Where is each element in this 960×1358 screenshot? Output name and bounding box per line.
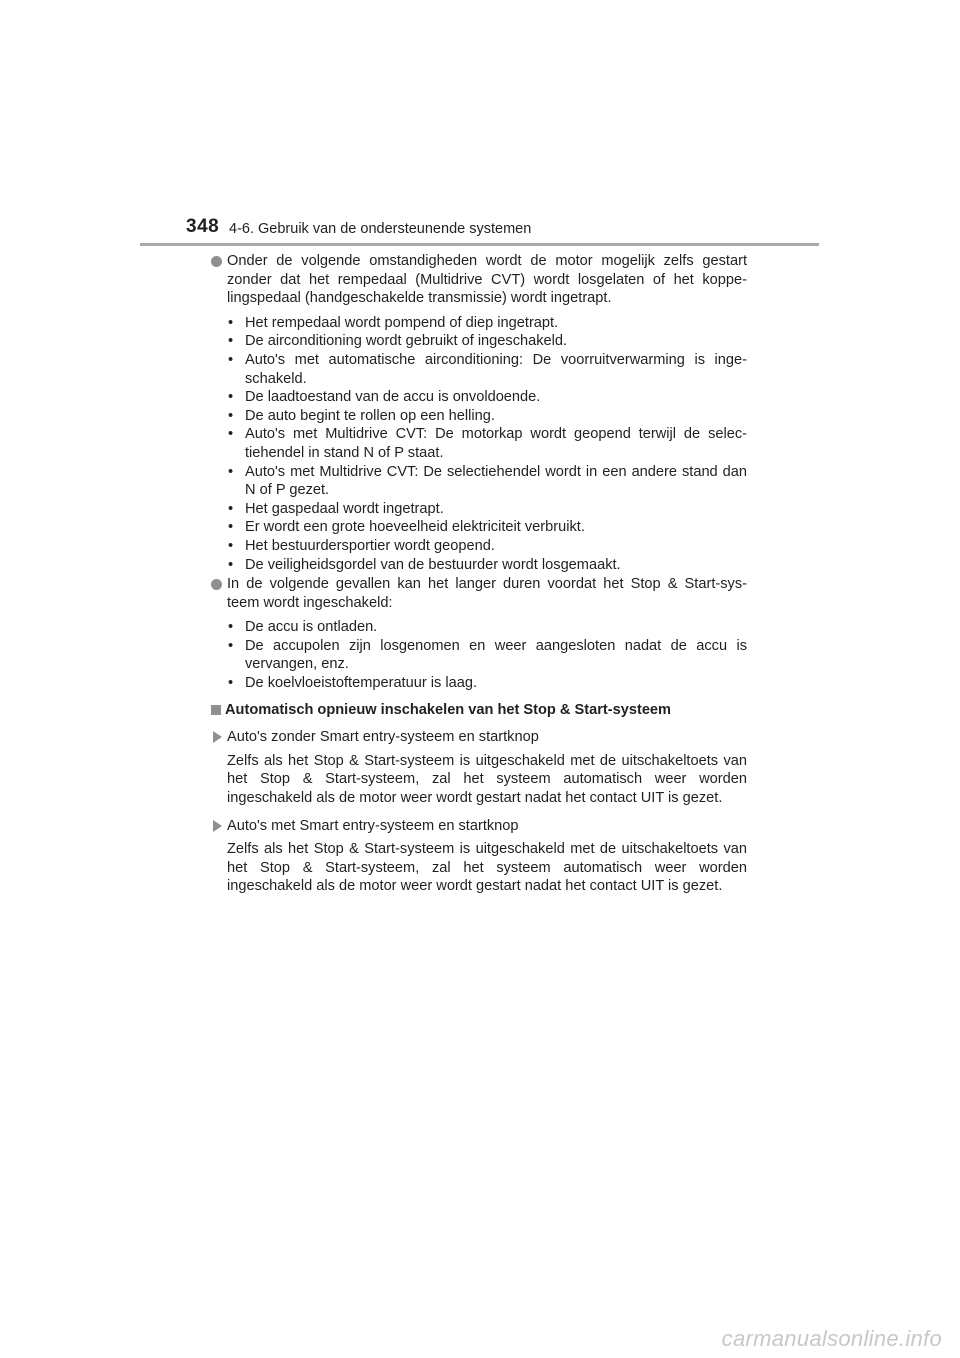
bullet-dot-icon: • — [228, 314, 234, 331]
triangle-bullet-icon — [213, 731, 222, 743]
paragraph-delayed-activation — [211, 575, 747, 612]
circle-bullet-icon — [211, 256, 222, 267]
list-item: • Auto's met Multidrive CVT: De selectiehendel wordt in een andere stand dan N of P gezet. — [228, 463, 747, 499]
list-item: • De laadtoestand van de accu is onvoldoende. — [228, 389, 541, 406]
paragraph-text: Onder de volgende omstandigheden wordt de motor mogelijk zelfs gestart zonder dat het rempedaal (Multidrive CVT) wordt losgelaten of het koppe- lingspedaal (handgeschakelde transmissie) wordt ingetrapt. — [227, 253, 747, 307]
condition-list — [211, 314, 747, 574]
delay-list — [211, 618, 747, 692]
bullet-dot-icon: • — [228, 537, 234, 554]
triangle-bullet-icon — [213, 820, 222, 832]
bullet-dot-icon: • — [228, 500, 234, 517]
bullet-dot-icon: • — [228, 637, 234, 654]
bullet-dot-icon: • — [228, 619, 234, 636]
list-item: • De veiligheidsgordel van de bestuurder wordt losgemaakt. — [228, 556, 621, 573]
subsection-title-without-smart-entry: Auto's zonder Smart entry-systeem en startknop — [211, 728, 747, 747]
bullet-dot-icon: • — [228, 426, 234, 443]
bullet-dot-icon: • — [228, 463, 234, 480]
list-item: • De koelvloeistoftemperatuur is laag. — [228, 675, 477, 692]
subsection-text-with-smart-entry: Zelfs als het Stop & Start-systeem is uitgeschakeld met de uitschakeltoets van het Stop & Start-systeem, zal het systeem automatisch weer worden ingeschakeld als de motor weer wordt gestart nadat het contact UIT is gezet. — [227, 841, 747, 895]
bullet-dot-icon: • — [228, 407, 234, 424]
list-item: • De accu is ontladen. — [228, 619, 378, 636]
section-title: 4-6. Gebruik van de ondersteunende systemen — [229, 221, 532, 237]
watermark: carmanualsonline.info — [721, 1326, 942, 1351]
bullet-dot-icon: • — [228, 351, 234, 368]
header-divider — [140, 243, 819, 246]
list-item: • Er wordt een grote hoeveelheid elektriciteit verbruikt. — [228, 519, 585, 536]
section-heading: Automatisch opnieuw inschakelen van het Stop & Start-systeem — [211, 701, 747, 720]
list-item: • Het bestuurdersportier wordt geopend. — [228, 537, 495, 554]
list-item: • Auto's met Multidrive CVT: De motorkap wordt geopend terwijl de selec- tiehendel in stand N of P staat. — [228, 426, 747, 461]
list-item: • De airconditioning wordt gebruikt of ingeschakeld. — [228, 333, 568, 350]
list-item: • Het rempedaal wordt pompend of diep ingetrapt. — [228, 314, 559, 331]
paragraph-engine-start-conditions — [211, 252, 747, 308]
list-item: • De auto begint te rollen op een helling. — [228, 407, 495, 424]
subsection-text-without-smart-entry: Zelfs als het Stop & Start-systeem is uitgeschakeld met de uitschakeltoets van het Stop & Start-systeem, zal het systeem automatisch weer worden ingeschakeld als de motor weer wordt gestart nadat het contact UIT is gezet. — [227, 752, 747, 807]
square-bullet-icon — [211, 705, 221, 715]
page-header — [0, 0, 960, 250]
list-item: • De accupolen zijn losgenomen en weer aangesloten nadat de accu is vervangen, enz. — [228, 637, 747, 673]
subsection-title-with-smart-entry: Auto's met Smart entry-systeem en startknop — [211, 817, 747, 836]
circle-bullet-icon — [211, 579, 222, 590]
bullet-dot-icon: • — [228, 675, 234, 692]
bullet-dot-icon: • — [228, 333, 234, 350]
page-content — [211, 252, 747, 896]
list-item: • Het gaspedaal wordt ingetrapt. — [228, 500, 444, 517]
bullet-dot-icon: • — [228, 389, 234, 406]
list-item: • Auto's met automatische airconditioning: De voorruitverwarming is inge- schakeld. — [228, 351, 747, 387]
paragraph-text: In de volgende gevallen kan het langer duren voordat het Stop & Start-sys- teem wordt ingeschakeld: — [227, 576, 747, 611]
page-number: 348 — [186, 216, 220, 237]
bullet-dot-icon: • — [228, 556, 234, 573]
bullet-dot-icon: • — [228, 519, 234, 536]
